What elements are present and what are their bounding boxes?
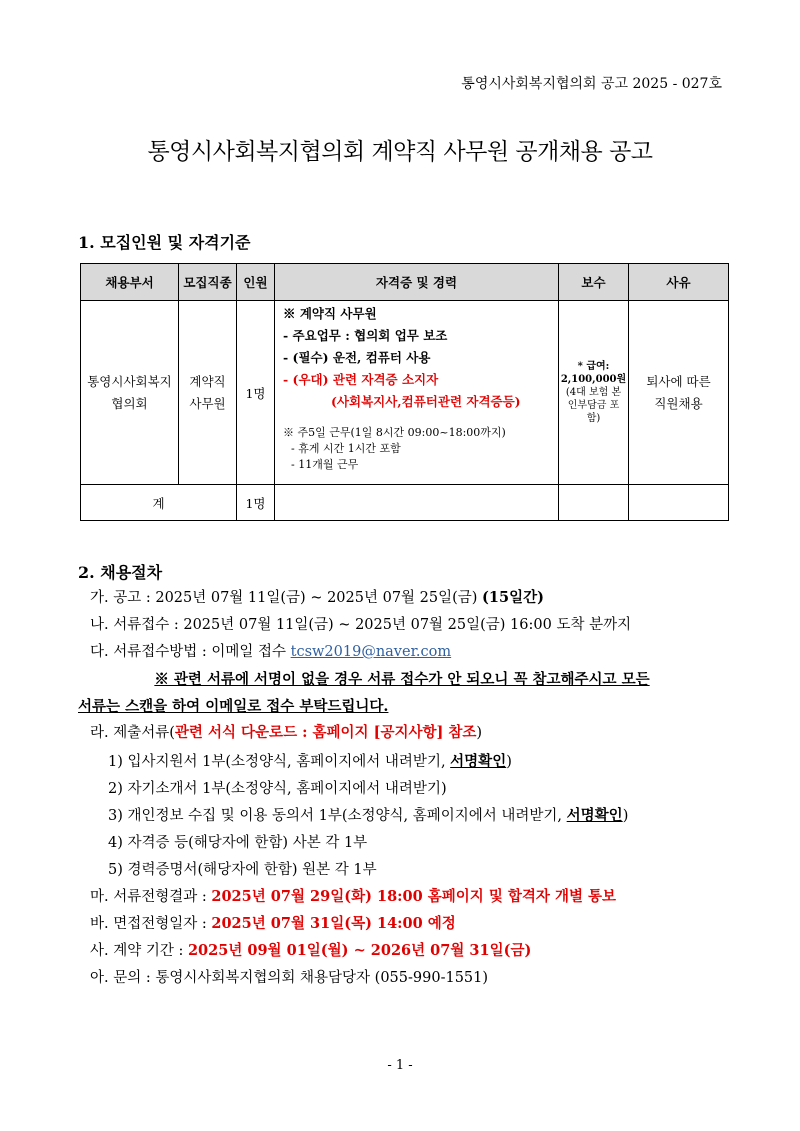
cell-count: 1명 [237,301,275,485]
warning-line-2: 서류는 스캔을 하여 이메일로 접수 부탁드립니다. [78,698,389,715]
section2-heading: 2. 채용절차 [78,563,163,582]
announcement-line: 가. 공고 : 2025년 07월 11일(금) ~ 2025년 07월 25일(금) (15일간) [90,589,544,606]
qual-title: ※ 계약직 사무원 [283,306,377,321]
total-label: 계 [81,485,237,521]
page-number: - 1 - [387,1058,413,1073]
cell-qualifications [275,301,559,485]
cell-position: 계약직 사무원 [179,301,237,485]
doc-item-3: 3) 개인정보 수집 및 이용 동의서 1부(소정양식, 홈페이지에서 내려받기, 서명확인) [108,807,629,824]
qual-preferred-detail: (사회복지사,컴퓨터관련 자격증등) [331,394,521,409]
header-qualifications: 자격증 및 경력 [275,264,559,301]
table-header-row [81,264,729,301]
doc-item-4: 4) 자격증 등(해당자에 한함) 사본 각 1부 [108,835,368,851]
header-department: 채용부서 [81,264,179,301]
qual-break: - 휴게 시간 1시간 포함 [291,442,401,455]
interview-line: 바. 면접전형일자 : 2025년 07월 31일(목) 14:00 예정 [90,915,456,932]
qual-schedule: ※ 주5일 근무(1일 8시간 09:00~18:00까지) [283,426,506,439]
recruitment-table [80,263,729,521]
warning-line-1: ※ 관련 서류에 서명이 없을 경우 서류 접수가 안 되오니 꼭 참고해주시고 모든 [154,671,650,688]
section1-heading: 1. 모집인원 및 자격기준 [78,233,251,252]
header-reason: 사유 [629,264,729,301]
receipt-method-line: 다. 서류접수방법 : 이메일 접수 tcsw2019@naver.com [90,644,452,660]
table-row [81,301,729,485]
cell-department: 통영시사회복지협의회 [81,301,179,485]
screening-result-line: 마. 서류전형결과 : 2025년 07월 29일(화) 18:00 홈페이지 및 합격자 개별 통보 [90,888,617,905]
contract-line: 사. 계약 기간 : 2025년 09월 01일(월) ~ 2026년 07월 31일(금) [90,942,532,959]
qual-duty: - 주요업무 : 협의회 업무 보조 [283,328,448,343]
doc-item-1: 1) 입사지원서 1부(소정양식, 홈페이지에서 내려받기, 서명확인) [108,753,512,770]
doc-item-2: 2) 자기소개서 1부(소정양식, 홈페이지에서 내려받기) [108,781,447,797]
inquiry-line: 아. 문의 : 통영시사회복지협의회 채용담당자 (055-990-1551) [90,970,489,986]
qual-preferred: - (우대) 관련 자격증 소지자 [283,372,439,387]
table-total-row [81,485,729,521]
email-link[interactable]: tcsw2019@naver.com [290,644,452,660]
cell-salary [559,301,629,485]
header-count: 인원 [237,264,275,301]
doc-item-5: 5) 경력증명서(해당자에 한함) 원본 각 1부 [108,862,377,878]
header-position: 모집직종 [179,264,237,301]
salary-amount: 2,100,000원 [560,374,627,385]
page-title: 통영시사회복지협의회 계약직 사무원 공개채용 공고 [147,139,653,165]
salary-label: * 급여: [577,361,610,372]
header-salary: 보수 [559,264,629,301]
total-count: 1명 [237,485,275,521]
submission-line: 라. 제출서류(관련 서식 다운로드 : 홈페이지 [공지사항] 참조) [90,724,483,741]
qual-duration: - 11개월 근무 [291,458,359,471]
notice-number: 통영시사회복지협의회 공고 2025 - 027호 [461,76,722,92]
cell-reason: 퇴사에 따른 직원채용 [629,301,729,485]
document-receipt-line: 나. 서류접수 : 2025년 07월 11일(금) ~ 2025년 07월 25일(금) 16:00 도착 분까지 [90,617,632,633]
qual-required: - (필수) 운전, 컴퓨터 사용 [283,350,431,365]
salary-note: (4대 보험 본인부담금 포함) [565,387,622,424]
